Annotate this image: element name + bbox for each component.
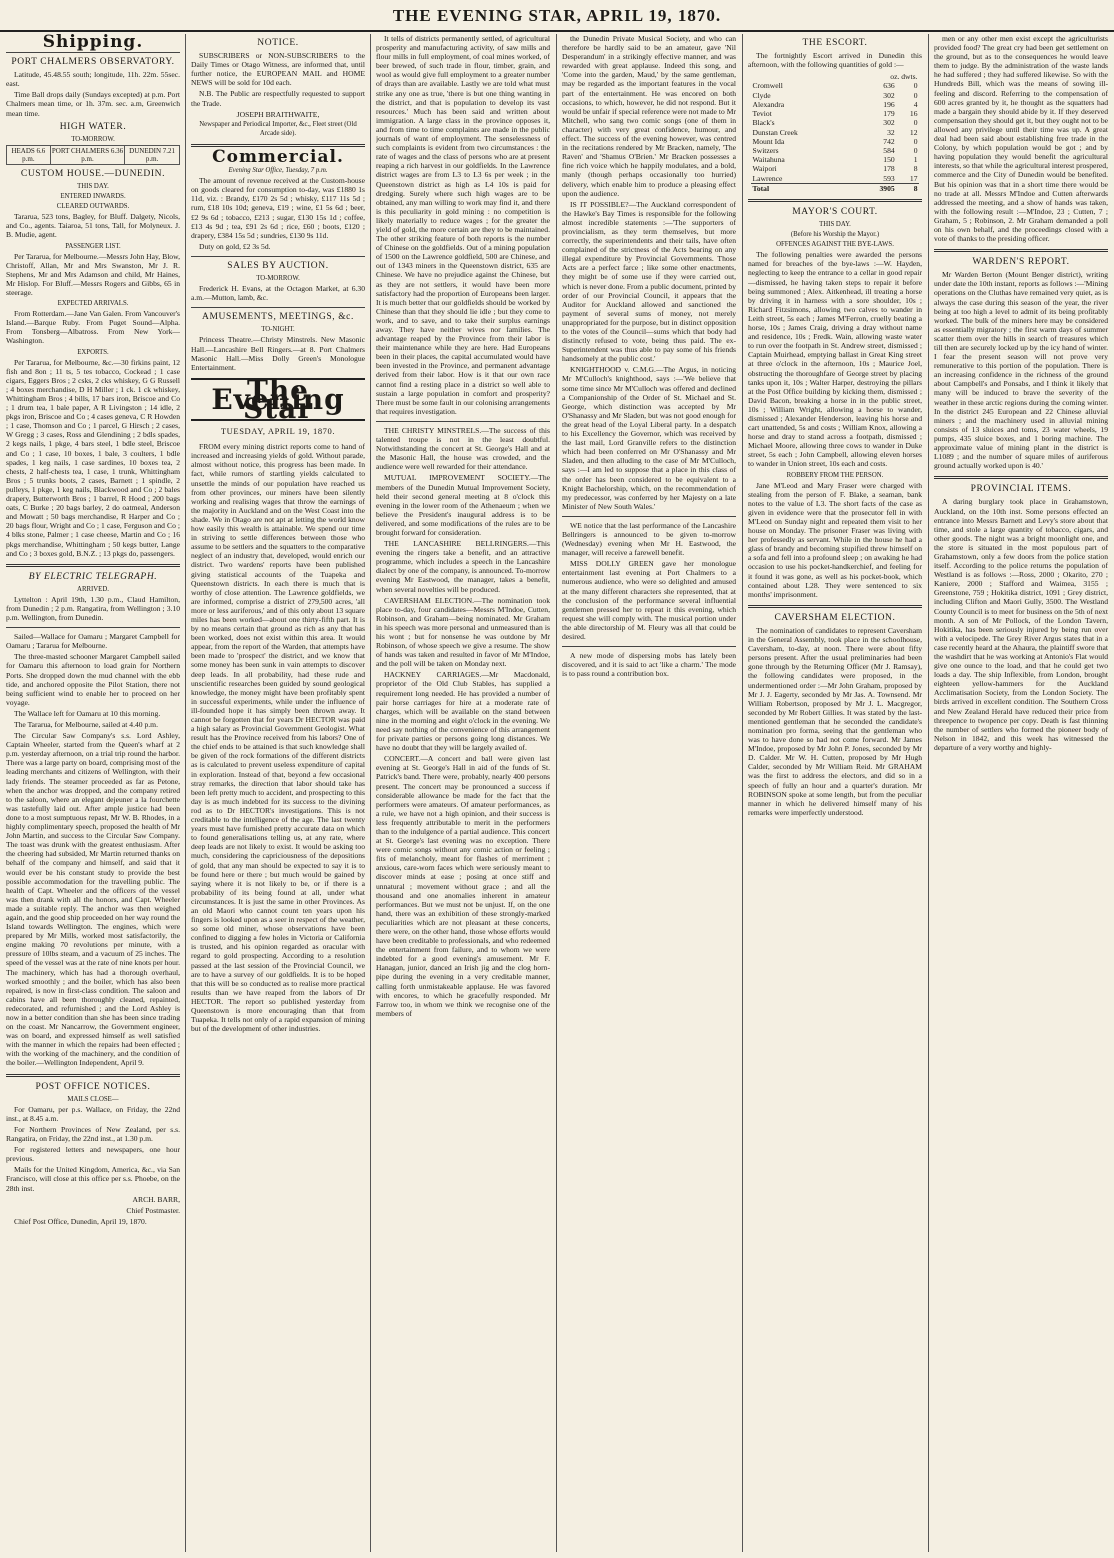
divider bbox=[191, 307, 365, 308]
news-item: THE CHRISTY MINSTRELS.—The success of this talented troupe is not in the least doubtful. Notwithstanding the concert at St. George's Hall and at the Masonic Hall, the house was crowded, and the audience were well rewarded for their attendance. bbox=[376, 425, 550, 472]
column-shipping bbox=[6, 34, 180, 1552]
gold-row bbox=[751, 128, 918, 137]
gold-oz: 302 bbox=[883, 90, 895, 100]
auction-text: Frederick H. Evans, at the Octagon Market, at 6.30 a.m.—Mutton, lamb, &c. bbox=[191, 284, 365, 303]
divider bbox=[6, 1074, 180, 1077]
tide-port-chalmers: PORT CHALMERS 6.36 p.m. bbox=[51, 146, 124, 163]
customs-heading: CUSTOM HOUSE.—DUNEDIN. bbox=[20, 168, 166, 179]
leader-continued: It tells of districts permanently settled, of agricultural prosperity and manufacturing activity, of saw mills and flour mills in full employment, of coal mines worked, of beer brewed, of such trade in flour, timber, grain, and wool as would give full employment to a greater number of drays than are available. Lastly we are told what must strike any one as true, 'there is but one thing wanting in the district, and that is population to develop its vast resources.' Much has been said and written about immigration. A large class in the province opposes it, and from time to time complaints are made in the public journals of want of employment. The senselessness of such complaints is evident from two circumstances : the rate of wages and the class of persons who are at present reaping a rich harvest in our goldfields. In the Lawrence district wages are from L3 to L3 6s per week ; in the Queenstown district as high as L4 10s is paid for dredging. Surely where such high wages are to be obtained, any man willing to work may find it, and there is this peculiarity in gold mining : no competition is likely materially to reduce wages ; for the greater the yield of gold, the more certain are they to be maintained. The other striking feature of both reports is the number of Chinese on the goldfields. Out of a mining population of 1500 on the Lawrence goldfield, 500 are Chinese, and out of 1343 miners in the Queenstown district, 635 are Chinese. We have no prejudice against the Chinese, but as they are not settlers, it would have been more satisfactory had the proportion of Europeans been larger. It is much better that our goldfields should be worked by Chinese than that they should lie idle ; but they come to work, and to save, and to take their surplus earnings away. They have neither wives nor families. The advantage reaped by the Province from their labor is their maintenance while they are here. Had Europeans been in their places, the capital accumulated would have been invested in the Province, and permanent advantage derived from their labor. How is it that our own race cannot find a resting place in a district so well able to sustain a large population in comfort and prosperity? There must be some fault in our colonising arrangements that requires investigation. bbox=[376, 34, 550, 416]
auction-day: TO-MORROW. bbox=[256, 274, 300, 282]
divider bbox=[934, 249, 1108, 252]
wardens-report-text: Mr Warden Berton (Mount Benger district), writing under date the 10th instant, reports as follows :—'Mining operations on the Cluthas have remained very quiet, as is always the case during this season of the year, the river being at too high a level to admit of its being profitably worked. The bulk of the miners here may be considered as essentially migratory ; the first warm days of summer scatter them over the hills in search of treasures which till then are securely locked up by the icy hand of winter. I fear the present season will not prove very remunerative to this portion of the population. There is an increasing confidence in the richness of the ground about Campbell's and Ponsabs, and I think it likely that many will be induced to brave the severity of the weather in these arctic regions during the coming winter. In the district 245 European and 22 Chinese alluvial miners ; and the machinery used in alluvial mining consists of 13 sluices and toms, 23 water wheels, 19 pumps, 435 sluice boxes, and 1 boring machine. The approximate value of mining plant in the district is L1089 ; and the number of square miles of auriferous ground actually worked upon is 40.' bbox=[934, 270, 1108, 471]
divider bbox=[934, 476, 1108, 479]
election-continued: men or any other men exist except the agriculturists provided food? The great cry had been get settlement on the ground, but as to the consequences he would leave them to judge. By the administration of the waste lands he had suffered ; they had suffered likewise. So with the Hundreds Bill, which was the means of sowing ill-feeling and discord. Referring to the compensation of 600 acres granted by it, he thought as the squatters had made a bargain they should abide by it. If they deserved compensation they should get it, but they ought not to be allowed any privilege until their time was up. A great deal had been said about establishing free trade in the Colony, by which population would be got ; and by having population they would benefit the agricultural interests, so that while the agricultural interest prospered, commerce and the City of Dunedin would be benefited. But his opinion was that in a short time there would be no trade at all. Messrs M'Indoe and Cutten afterwards addressed the meeting, and a show of hands was taken, with the following result :—M'Indoe, 23 ; Cutten, 7 ; Graham, 5 ; Robinson, 2. Mr Graham demanded a poll on his own behalf, and the proceedings closed with a vote of thanks to the presiding officer. bbox=[934, 34, 1108, 244]
tide-table bbox=[6, 145, 180, 165]
notice-nb: N.B. The Public are respectfully requested to support the Trade. bbox=[191, 89, 365, 108]
passengers-label: PASSENGER LIST. bbox=[65, 242, 121, 250]
gold-dwt: 0 bbox=[913, 90, 918, 100]
gold-dwt: 1 bbox=[913, 155, 918, 165]
news-item: THE LANCASHIRE BELLRINGERS.—This evening the ringers take a benefit, and an attractive programme, which includes a speech in the Lancashire dialect by one of the company, is announced. To-morrow evening Mr Eastwood, the manager, takes a benefit, when several novelties will be produced. bbox=[376, 539, 550, 594]
gold-oz: 742 bbox=[883, 136, 895, 146]
arrived-text: Lyttelton : April 19th, 1.30 p.m., Claud Hamilton, from Dunedin ; 2 p.m. Rangatira, from Wellington ; 3.10 p.m. Wellington, from Dunedin. bbox=[6, 594, 180, 623]
post-office-text: For registered letters and newspapers, one hour previous. bbox=[6, 1145, 180, 1164]
divider bbox=[376, 421, 550, 422]
divider bbox=[191, 256, 365, 257]
robbery-subheading: ROBBERY FROM THE PERSON. bbox=[786, 471, 884, 479]
provincial-items-text: A daring burglary took place in Grahamstown, Auckland, on the 10th inst. Some persons effected an entrance into Messrs Barnett and Levy's store about that time, and stole a large quantity of tobacco, cigars, and other goods. The night was a bright moonlight one, and the store is situated in the most populous part of Grahamstown, only a few doors from the police station itself. According to the police returns the population of Westland is as follows :—Ross, 2000 ; Okarito, 270 ; Kaniere, 2000 ; Stafford and Waimea, 3155 ; Greenstone, 759 ; Hokitika district, 1091 ; Grey district, including Clifton and Maori Gully, 3500. The Westland County Council is to meet for business on the 5th of next month. A son of Mr Pollock, of the London Tavern, Hokitika, has been seriously injured by being run over with a velocipede. The Grey River Argus states that in a case recently heard at the Ahaura, the plaintiff swore that the washdirt that he was working at Antonio's Flat would give one ounce to the load, and that he could get two loads a day. The ship Inflexible, from London, brought eighteen yellow-hammers for the Auckland Acclimatisation Society, from the London Society. The birds arrived in excellent condition. The Southern Cross and New Zealand Herald have reduced their price from threepence to twopence per copy. Death is fast thinning the number of settlers who formed the pioneer body of Nelson in 1842, and this week has witnessed the departure of a very worthy and highly- bbox=[934, 497, 1108, 752]
observatory-text: Latitude, 45.48.55 south; longitude, 11h. 22m. 55sec. east. bbox=[6, 70, 180, 89]
gold-total-row bbox=[751, 183, 918, 193]
post-office-text: For Northern Provinces of New Zealand, per s.s. Rangatira, on Friday, the 22nd inst., at 1.30 p.m. bbox=[6, 1124, 180, 1144]
gold-place: Black's bbox=[752, 118, 775, 128]
gold-row bbox=[751, 174, 918, 184]
masthead-title: THE EVENING STAR, APRIL 19, 1870. bbox=[392, 6, 722, 25]
gold-row bbox=[751, 164, 918, 173]
escort-text: The fortnightly Escort arrived in Dunedin this afternoon, with the following quantities of gold :— bbox=[748, 51, 922, 70]
telegraph-heading: BY ELECTRIC TELEGRAPH. bbox=[28, 571, 158, 582]
gold-place: Cromwell bbox=[752, 81, 783, 91]
commercial-text: The amount of revenue received at the Custom-house on goods cleared for consumption to-day, was £1880 1s 11d, viz. : Brandy, £170 2s 5d ; whisky, £117 11s 5d ; rum, £18 10s 10d; geneva, £19 ; wine, £1 5s 6d ; beer, £2 9s 6d ; tobacco, £213 ; sugar, £130 15s 1d ; coffee, £13 4s 9d ; tea, £91 2s 6d ; rice, £60 ; boots, £120 ; drapery, £384 15s 5d ; sundries, £130 9s 11d. bbox=[191, 176, 365, 240]
notice-signature: JOSEPH BRAITHWAITE, bbox=[236, 109, 320, 119]
gold-total-label: Total bbox=[751, 183, 854, 193]
exports-text: Per Tararua, for Melbourne, &c.—30 firkins paint, 12 fish and 8on ; 11 ts, 5 tes tobacco, Cockead ; 1 case cigars, Eggers Bros ; 2 csks, 2 cks whiskey, G G Russell ; 4 boxes merchandise, D H Miller ; 1 ck. 1 ck whiskey, Whittingham Bros ; 4 bills, 17 bars iron, Briscoe and Co ; 1 drum tea, 1 bale paper, A R Livingston ; 14 idle, 2 pkgs iron, Briscoe and Co ; 4 cases geneva, C R Howden ; 1 case, Thomson and Co ; 1 parcel, G Hirsch ; 2 cases, W Gregg ; 3 cases, Ross and Glendining ; 2 bdls spades, 2 kegs nails, 1 pkge, 4 bars steel, 1 bdle steel, Briscoe and Co ; 1 case, 10 boxes, 1 bale, 3 coulters, 1 bdle spades, 1 keg nails, 1 case sardines, 10 boxes tea, 2 chests, 2 half-chests tea, 1 case, 1 trunk, Whittingham Bros ; 5 trunks boots, 2 cases, Barnett ; 1 spindle, 2 pulleys, 1 pkge, 1 keg nails, Blackwood and Co ; 2 bales drapery, Butterworth Bros ; 1 barrel, R Hood ; 200 bags oats, C Burke ; 20 bags barley, 2 do oatmeal, Anderson and Mowatt ; 50 bags merchandise, R Harper and Co ; 20 bags flour, Wright and Co ; 1 case, Ferguson and Co ; 4 blks stone, Palmer ; 1 case cheese, Martin and Co ; 16 pkgs merchandise, Whittingham ; 50 kegs butter, Lange and Co ; 3 boxes gold, B.N.Z. ; 13 pkgs do, passengers. bbox=[6, 357, 180, 558]
column-wardens-provincial bbox=[934, 34, 1108, 1552]
news-item: MUTUAL IMPROVEMENT SOCIETY.—The members of the Dunedin Mutual Improvement Society, held their second general meeting at 8 o'clock this evening in the lower room of the Athenaeum ; when we believe the President's inaugural address is to be delivered, and some modifications of the rules are to be brought forward for consideration. bbox=[376, 473, 550, 537]
gold-oz: 150 bbox=[883, 155, 895, 165]
caversham-election-heading: CAVERSHAM ELECTION. bbox=[774, 612, 896, 623]
gold-dwt: 0 bbox=[913, 118, 918, 128]
gold-place: Mount Ida bbox=[752, 136, 785, 146]
arrived-label: ARRIVED. bbox=[77, 585, 109, 593]
entered-label: ENTERED INWARDS. bbox=[60, 193, 126, 201]
exports-label: EXPORTS. bbox=[77, 348, 109, 356]
divider bbox=[6, 627, 180, 628]
wardens-report-heading: WARDEN'S REPORT. bbox=[972, 257, 1070, 268]
commercial-office: Evening Star Office, Tuesday, 7 p.m. bbox=[228, 167, 328, 175]
shipping-story: The Circular Saw Company's s.s. Lord Ashley, Captain Wheeler, started from the Queen's wharf at 2 p.m. yesterday afternoon, on a trial trip round the harbor. There was a large party on board, comprising most of the leading merchants and citizens of Wellington, with their lady friends. The steamer proceeded as far as Petone, when the anchor was dropped, and the company retired to the saloon, where an elegant dejeuner a la fourchette was tastefully laid out. After ample justice had been done to a most sumptuous repast, Mr W. B. Rhodes, in a highly complimentary speech, proposed the health of Mr John Martin, and success to the Circular Saw Company. The toast was drunk with the greatest enthusiasm. After the cheering had subsided, Mr Martin returned thanks on behalf of the company and himself, and said that it would ever be his constant study to provide the best possible accommodation for the travelling public. The health of Capt. Wheeler and the officers of the vessel was then drank with all the honors, and Capt. Wheeler made a suitable reply. The anchor was then weighed again, and the good ship proceeded on her way round the Island towards Wellington. The engines, which were prepared by Mr Mills, worked most satisfactorily, the engine making 70 revolutions per minute, with a pressure of 10lbs steam, and a vacuum of 25 inches. The speed of the vessel was at the rate of nine knots per hour. The machinery, which has had a thorough overhaul, worked smoothly ; and the boiler, which has also been repaired, is now in first-class condition. The saloon and cabins have all been thoroughly cleaned, repainted, redecorated, and refurnished ; and the Lord Ashley is now in a better condition than she has been since trading on the coast. Mr Nancarrow, the Government engineer, was on board, and expressed himself as well satisfied with the manner in which the repairs had been effected ; with the working of the machinery, and the condition of the boiler.—Wellington Independent, April 9. bbox=[6, 731, 180, 1068]
gold-dwt: 16 bbox=[909, 109, 918, 119]
column-local-news bbox=[376, 34, 550, 1552]
evening-star-banner: The Evening Star bbox=[191, 378, 365, 421]
news-item: IS IT POSSIBLE?—The Auckland correspondent of the Hawke's Bay Times is responsible for the following almost incredible statements :—'The supporters of provincialism, as they term themselves, but more correctly, the superintendents and their tails, have often complained of the strictness of the Acts bearing on any illegal expenditure by Provincial Governments. Those Acts are a perfect farce ; like some other enactments, they might be of some use if they were carried out, which is never done. From a public document, printed by order of our Provincial Council, it appears that the Auditor for Auckland allowed and sanctioned the payment of several sums of money, not merely unappropriated for the purpose, but in distinct opposition to the votes of the Council—sums which that body had distinctly refused to vote, being thus paid. The ex-Superintendent was thus able to pay some of his friends handsomely at the public cost.' bbox=[562, 199, 736, 364]
shipping-story: The Wallace left for Oamaru at 10 this morning. bbox=[14, 708, 161, 718]
gold-oz: 196 bbox=[883, 99, 895, 109]
divider bbox=[562, 516, 736, 517]
gold-total-oz: 3905 bbox=[855, 183, 896, 193]
gold-oz: 636 bbox=[883, 81, 895, 91]
mayors-court-day: THIS DAY. bbox=[819, 221, 851, 229]
column-rule bbox=[928, 34, 929, 1552]
gold-dwt: 0 bbox=[913, 145, 918, 155]
gold-oz: 178 bbox=[883, 164, 895, 174]
gold-place: Dunstan Creek bbox=[752, 127, 798, 137]
caversham-election-text: The nomination of candidates to represent Caversham in the General Assembly, took place in the schoolhouse, Caversham, to-day, at noon. There were about fifty persons present. After the usual preliminaries had been gone through by the Returning Officer (Mr J. Ramsay), the following candidates were proposed, in the undermentioned order :—Mr John Graham, proposed by Mr J. J. Eagerty, seconded by Mr Jas. A. Townsend. Mr William Robertson, proposed by Mr J. L. Macgregor, seconded by Mr Robert Gillies. It was stated by the last-mentioned gentleman that he seconded the candidate's nomination pro forma, seeing that the gentleman who was to have done so had not come forward. Mr James M'Indoe, proposed by Mr John P. Jones, seconded by Mr D. Calder. Mr W. H. Cutten, proposed by Mr Hugh Calder, seconded by Mr William Reid. Mr GRAHAM was the first to address the electors, and did so in a speech of fully an hour and a quarter's duration. Mr ROBINSON spoke at some length, but from the peculiar manner in which he delivered himself many of his remarks were imperfectly understood. bbox=[748, 625, 922, 817]
column-rule bbox=[370, 34, 371, 1552]
news-item: HACKNEY CARRIAGES.—Mr Macdonald, proprietor of the Old Club Stables, has supplied a requirement long needed. He has provided a number of pair horse carriages for hire at a moderate rate of charges, which will be available on the stand between nine in the morning and eight o'clock in the evening. We need say nothing of the convenience of this arrangement for private parties or persons going long distances. We have no doubt that they will be largely availed of. bbox=[376, 670, 550, 753]
gold-row bbox=[751, 155, 918, 164]
gold-oz: 32 bbox=[887, 127, 895, 137]
mails-close-label: MAILS CLOSE— bbox=[67, 1095, 119, 1103]
gold-row bbox=[751, 109, 918, 118]
high-water-heading: HIGH WATER. bbox=[59, 121, 127, 132]
post-office-signature: ARCH. BARR, bbox=[132, 1194, 180, 1204]
escort-heading: THE ESCORT. bbox=[802, 38, 868, 48]
gold-oz: 302 bbox=[883, 118, 895, 128]
provincial-items-heading: PROVINCIAL ITEMS. bbox=[970, 484, 1072, 495]
gold-total-dwt: 8 bbox=[896, 183, 919, 193]
notice-text: SUBSCRIBERS or NON-SUBSCRIBERS to the Daily Times or Otago Witness, are informed that, until further notice, the EUROPEAN MAIL and HOME NEWS will be sold for 10d each. bbox=[191, 51, 365, 88]
gold-oz: 179 bbox=[883, 109, 895, 119]
gold-place: Alexandra bbox=[752, 99, 785, 109]
gold-place: Waipori bbox=[752, 164, 777, 174]
mayors-court-text: The following penalties were awarded the persons named for breaches of the bye-laws :—W. Hayden, neglecting to keep the entrance to a cellar in good repair—dismissed, he having taken steps to repair it before being summoned ; Alex. Aitkenhead, ill treating a horse by driving it in harness with a sore shoulder, 10s ; Richard Fitzsimons, allowing two calves to wander in Leith street, 5s each ; James M'Ferron, cruelly beating a horse, 10s ; James Craig, driving a dray without name and residence, 10s ; Fredk. Wain, allowing waste water to run over the footpath in St. Andrew street, dismissed ; Captain Muirhead, emptying ballast in Great King street at three o'clock in the afternoon, 10s ; Maurice Joel, obstructing the thoroughfare of George street by placing tanks upon it, 10s ; Walter Harper, destroying the pillars at the Post Office building by kicking them, dismissed ; David Bacon, breaking a horse in in the public street, 10s ; William Wright, allowing a horse to wander, dismissed ; Alexander Henderson, leaving his horse and cart unattended, 5s and costs ; William Knox, allowing a horse and dray to stand across a footpath, dismissed ; Michael Moore, allowing three cows to wander in Duke street, 5s each ; John Campbell, allowing eleven horses to wander in Union street, 10s each and costs. bbox=[748, 250, 922, 469]
column-escort-court bbox=[748, 34, 922, 1552]
column-notices bbox=[191, 34, 365, 1552]
gold-dwt: 0 bbox=[913, 136, 918, 146]
observatory-heading: PORT CHALMERS OBSERVATORY. bbox=[11, 57, 175, 68]
gold-dwt: 12 bbox=[909, 127, 918, 137]
gold-row bbox=[751, 91, 918, 100]
gold-row bbox=[751, 100, 918, 109]
gold-row bbox=[751, 118, 918, 127]
gold-table bbox=[751, 72, 918, 193]
news-item: CONCERT.—A concert and ball were given last evening at St. George's Hall in aid of the funds of St. Patrick's band. There were, probably, nearly 400 persons present. The concert may be pronounced a success if considerable allowance be made for the fact that the performers were amateurs. Of amateur performances, as a rule, we have not a high opinion, and their success is less frequently attributable to merit in the performers than to the indulgence of a partial audience. This concert at St. George's last evening was no exception. There were comic songs without any comic action or feeling ; fits of melancholy, meant for flashes of merriment ; anxious, care-worn faces which were seriously meant to discover minds at ease ; posing at once stiff and unnatural ; movement without grace ; and all the thousand and one anomalies inherent in amateur performances. But we must not be unjust. If, on the one hand, there was an exhibition of these strongly-marked peculiarities which are not pleasant at these concerts, there were, on the other hand, those whose efforts would have been creditable to professionals, and who redeemed the entertainment from failure, and to whom we were indebted for a good evening's amusement. Mr F. Hanagan, junior, danced an Irish jig and the clog horn-pipe during the evening in a very creditable manner, calling forth unmistakeable applause. He was favored with encores, to which he gracefully responded. Mr Farrow too, in whom we think we recognise one of the members of bbox=[376, 754, 550, 1018]
shipping-heading: Shipping. bbox=[42, 34, 144, 52]
news-item: the Dunedin Private Musical Society, and who can therefore be hardly said to be an amateur, gave 'Nil Desperandum' in a strikingly effective manner, and was rewarded with great applause. Indeed this song, and 'Come into the garden, Maud,' by the same gentleman, may be regarded as the important features in the vocal part of the entertainment. He was encored on both occasions, to which, however, he did not respond. But it would be unfair if special reference were not made to Mr Mitchell, who sang two comic songs (one of them in character) with very great confidence, humour, and effect. The success of the evening however, was centred in the recitations rendered by Mr Bracken, namely, 'The Raven' and 'Shamus O'Brien.' Mr Bracken possesses a fine rich voice which he happily modulates, and a bold, manly (though perhaps occasionally too hurried) delivery, which enable him to produce a pleasing effect upon the audience. bbox=[562, 34, 736, 198]
cleared-label: CLEARED OUTWARDS. bbox=[56, 203, 130, 211]
gold-dwt: 0 bbox=[913, 81, 918, 91]
mayors-court-before: (Before his Worship the Mayor.) bbox=[790, 231, 880, 239]
gold-rows bbox=[751, 81, 918, 183]
mayors-court-heading: MAYOR'S COURT. bbox=[792, 206, 878, 217]
cleared-text: Tararua, 523 tons, Bagley, for Bluff. Dalgety, Nicols, and Co., agents. Taiaroa, 51 tons, Tall, for Molyneux. J. B. Mudie, agent. bbox=[6, 212, 180, 240]
news-item: CAVERSHAM ELECTION.—The nomination took place to-day, four candidates—Messrs M'Indoe, Cutten, Robinson, and Graham—being nominated. Mr Graham in his speech was more personal and unmeasured than is his wont ; but for nonsense he was outdone by Mr Robinson, of whose speech we give a resume. The show of hands was taken and resulted in favor of Mr M'Indoe, and the poll will be taken on Monday next. bbox=[376, 595, 550, 669]
column-rule bbox=[742, 34, 743, 1552]
divider bbox=[748, 605, 922, 608]
divider bbox=[748, 199, 922, 202]
masthead bbox=[0, 0, 1114, 32]
tide-dunedin: DUNEDIN 7.21 p.m. bbox=[125, 145, 180, 164]
post-office-dateline: Chief Post Office, Dunedin, April 19, 1870. bbox=[14, 1216, 147, 1226]
gold-table-header: oz. dwts. bbox=[890, 72, 918, 82]
shipping-story: Sailed—Wallace for Oamaru ; Margaret Campbell for Oamaru ; Tararua for Melbourne. bbox=[6, 632, 180, 651]
notice-heading: NOTICE. bbox=[257, 38, 299, 48]
news-item: A new mode of dispersing mobs has lately been discovered, and it is said to act 'like a charm.' The mode is to pass round a contribution box. bbox=[562, 651, 736, 679]
divider bbox=[6, 564, 180, 567]
gold-oz: 584 bbox=[883, 145, 895, 155]
gold-dwt: 4 bbox=[913, 99, 918, 109]
leader-dateline: TUESDAY, APRIL 19, 1870. bbox=[220, 426, 336, 437]
passengers-text: Per Tararua, for Melbourne.—Messrs John Hay, Blow, Christoff, Allan, Mr and Mrs Swanston, Mr J. R. Stephens, Mr and Mrs Adamson and child, Mr Haines, Mr Hislop. For Bluff.—Messrs Rogers and Gibbs, 65 in steerage. bbox=[6, 251, 180, 297]
gold-place: Waitahuna bbox=[752, 155, 785, 165]
post-office-signature-title: Chief Postmaster. bbox=[126, 1205, 180, 1215]
gold-row bbox=[751, 137, 918, 146]
this-day-label: THIS DAY. bbox=[77, 182, 109, 190]
commercial-duty: Duty on gold, £2 3s 5d. bbox=[199, 241, 271, 251]
post-office-heading: POST OFFICE NOTICES. bbox=[35, 1081, 151, 1092]
gold-place: Teviot bbox=[752, 109, 772, 119]
news-item: WE notice that the last performance of the Lancashire Bellringers is announced to be given to-morrow (Wednesday) evening when Mr H. Eastwood, the manager, will receive a farewell benefit. bbox=[562, 520, 736, 558]
gold-oz: 593 bbox=[883, 173, 895, 183]
shipping-story: The three-masted schooner Margaret Campbell sailed for Oamaru this afternoon to load grain for Northern Ports. She dropped down the mud channel with the ebb tide, and anchored opposite the Pilot Station, there not being sufficient wind to enable her to proceed on her voyage. bbox=[6, 652, 180, 707]
expected-text: From Rotterdam.—Jane Van Galen. From Vancouver's Island.—Barque Ruby. From Puget Sound—Alpha. From Tonsberg—Albatross. From New York—Washington. bbox=[6, 309, 180, 346]
commercial-heading: Commercial. bbox=[212, 146, 344, 167]
news-item: KNIGHTHOOD v. C.M.G.—The Argus, in noticing Mr M'Culloch's knighthood, says :—'We believe that some time since Mr M'Culloch was offered and declined a Companionship of the Order of St. Michael and St. George, which distinction was accepted by Mr O'Shanassy and Mr Sladen, but was not good enough for the great head of the Loyal Liberal party. In a despatch to his Excellency the Governor, which was received by the last mail, Lord Granville refers to the distinction which had been conferred on Mr O'Shanassy and Mr Sladen, and then alluding to the case of Mr M'Culloch, says :—I am led to suppose that a place in this class of the order has been considered to be equivalent to a Knight Bachelorship, which, on the recommendation of my predecessor, was conferred by her Majesty on a late Minister of New South Wales.' bbox=[562, 365, 736, 511]
tomorrow-label: TO-MORROW. bbox=[71, 135, 115, 143]
gold-dwt: 8 bbox=[913, 164, 918, 174]
gold-place: Lawrence bbox=[752, 173, 783, 183]
time-ball-text: Time Ball drops daily (Sundays excepted) at p.m. Port Chalmers mean time, or 1h. 37m. sec. a.m, Greenwich mean time. bbox=[6, 90, 180, 118]
bylaws-subheading: OFFENCES AGAINST THE BYE-LAWS. bbox=[776, 241, 894, 249]
divider bbox=[562, 646, 736, 647]
post-office-text: Mails for the United Kingdom, America, &c., via San Francisco, will close at this office per s.s. Phoebe, on the 28th inst. bbox=[6, 1165, 180, 1193]
robbery-text: Jane M'Leod and Mary Fraser were charged with stealing from the person of F. Blake, a seaman, bank notes to the value of L3. The short facts of the case as given in evidence were that the prosecutor fell in with M'Leod on Sunday night and repeated them visit to her house on Monday. The prisoner Fraser was living with her professedly as servant. While in the house he had a glass of brandy and becoming stupified threw himself on a sofa and fell into a profound sleep ; on awaking he had occasion to use his pocket-handkerchief, and feeling for it found it was gone, as well as his pocket-book, which contained about L28. They were sentenced to six months' imprisonment. bbox=[748, 480, 922, 599]
gold-place: Switzers bbox=[752, 145, 779, 155]
gold-place: Clyde bbox=[752, 90, 771, 100]
divider bbox=[6, 52, 180, 53]
column-rule bbox=[185, 34, 186, 1552]
gold-row bbox=[751, 146, 918, 155]
tide-heads: HEADS 6.6 p.m. bbox=[7, 145, 51, 164]
notice-signature-address: Newspaper and Periodical Importer, &c., Fleet street (Old Arcade side). bbox=[199, 120, 357, 137]
leader-article: FROM every mining district reports come to hand of increased and increasing yields of gold. Without parade, almost without notice, this progress has been made. In fact, while rumors of startling yields calculated to unsettle the minds of our population have reached us from other provinces, our miners have been silently working and realising wages that throw the earnings of the majority in Auckland and on the West Coast into the shade. We in Otago are not apt at letting the world know how easily this wealth is attainable. We spend our time in striving to settle differences between those who assume to be settlers and the squatters to the comparative neglect of an industry that, developed, would enrich our district. Two wardens' reports have been published giving statistical accounts of the Tuapeka and Queenstown districts. In each there is much that is worthy of close attention. The Lawrence goldfields, we are informed, comprise a district of 279,500 acres, 'all more or less auriferous,' and of this only about 13 square miles has been worked—about one thirty-fifth part. It is by no means certain that ground as rich as any that has been worked, does not exist within this area. It would appear, from the report of the Warden, that attempts have been made to 'prospect' the district, and we know that some money has been sunk in vain attempts to discover deep leads. In all probability, had these rude and unscientific researches been guided by sound geological knowledge, the money might have been profitably spent in successful experiments, while under the influence of ill-founded hope it has simply been thrown away. It cannot be forgotten that for years Dr HECTOR was paid a high salary as Provincial Government Geologist. What result has the Province received from his labors? One of the chief ends to be attained is that such knowledge shall be given of the rock formations of the different districts as is calculated to prevent useless expenditure of capital in exploration. Instead of that, beyond a few occasional stray remarks, the direction that labor should take has been left pretty much to accident, and prospecting to this day is as much indebted for its success to the divining rod as to Dr HECTOR's investigations. This is not creditable to the intelligence of the age. The last twenty years must have furnished pretty accurate data on which to found generalisations telling us, at any rate, where deep leads are not likely to exist. It would be asking too much, considering the capriciousness of the depositions of gold, that any man should be expected to say it is to be found here or there ; but much would be gained by saying where it is not likely to be, or if there is a probability of its being found at all, under what circumstances. It is just the same in other Provinces. As an old Maori who cannot count ten years upon his fingers is looked upon as a seer in respect of the weather, so some old miner, whose observations have been confined to digging a few holes in Victoria or California is trusted, and his opinion regarded as oracular with regard to gold prospecting. According to a resolution passed at the last session of the Provincial Council, we are to have a survey of our goldfields. It is to be hoped that this will be so conducted as to realise more practical results than we have reaped from the labors of Dr HECTOR. The report so published yesterday from Queenstown is more encouraging than that from Tuapeka. It tells not only of a rapid expansion of mining but of the development of other industries. bbox=[191, 442, 365, 1034]
post-office-text: For Oamaru, per p.s. Wallace, on Friday, the 22nd inst., at 8.45 a.m. bbox=[6, 1104, 180, 1123]
amusements-day: TO-NIGHT. bbox=[261, 326, 295, 334]
gold-dwt: 17 bbox=[909, 173, 918, 183]
expected-label: EXPECTED ARRIVALS. bbox=[57, 300, 129, 308]
amusements-text: Princess Theatre.—Christy Minstrels. New Masonic Hall.—Lancashire Bell Ringers.—at 8. Port Chalmers Masonic Hall.—Miss Dolly Green's Monologue Entertainment. bbox=[191, 335, 365, 372]
amusements-heading: AMUSEMENTS, MEETINGS, &c. bbox=[202, 312, 354, 323]
news-item: MISS DOLLY GREEN gave her monologue entertainment last evening at Port Chalmers to a numerous audience, who were so delighted and amused at the many different characters she represented, that at the conclusion of the performance several influential gentlemen pressed her to repeat it this evening, which request she will comply with. The musical portion under the able directorship of M. Fleury was all that could be desired. bbox=[562, 559, 736, 641]
auction-heading: SALES BY AUCTION. bbox=[227, 260, 329, 271]
shipping-story: The Tararua, for Melbourne, sailed at 4.40 p.m. bbox=[14, 720, 158, 729]
column-rule bbox=[556, 34, 557, 1552]
column-local-news-2 bbox=[562, 34, 736, 1552]
gold-row bbox=[751, 81, 918, 90]
